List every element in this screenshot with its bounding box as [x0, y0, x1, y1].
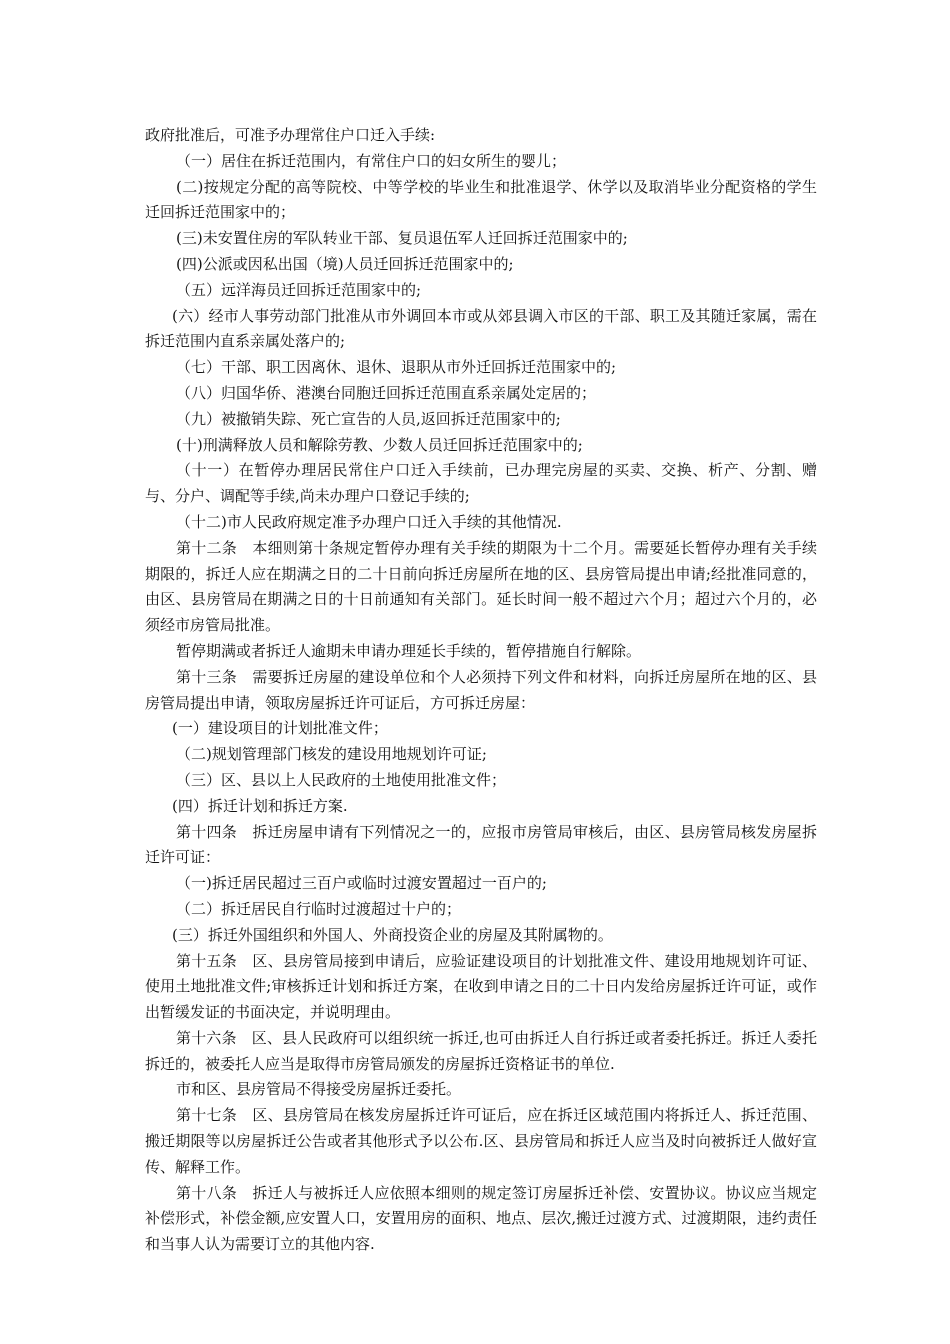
document-body [145, 123, 817, 1258]
list-item: （十一）在暂停办理居民常住户口迁入手续前，已办理完房屋的买卖、交换、析产、分割、赠与、分户、调配等手续,尚未办理户口登记手续的; [145, 461, 817, 506]
list-item: （一）居住在拆迁范围内，有常住户口的妇女所生的婴儿； [176, 151, 567, 170]
list-item: (四）拆迁计划和拆迁方案. [172, 796, 348, 815]
list-item: (三）拆迁外国组织和外国人、外商投资企业的房屋及其附属物的。 [172, 925, 613, 944]
list-item: （二）拆迁居民自行临时过渡超过十户的； [176, 899, 462, 918]
article-15: 第十五条 区、县房管局接到申请后，应验证建设项目的计划批准文件、建设用地规划许可证、使用土地批准文件;审核拆迁计划和拆迁方案，在收到申请之日的二十日内发给房屋拆迁许可证，或作出暂缓发证的书面决定，并说明理由。 [145, 951, 817, 1022]
list-item: （七）干部、职工因离休、退休、退职从市外迁回拆迁范围家中的; [176, 358, 617, 377]
list-item: （九）被撤销失踪、死亡宣告的人员,返回拆迁范围家中的; [176, 409, 561, 428]
list-item: （三）区、县以上人民政府的土地使用批准文件； [176, 770, 507, 789]
paragraph: 暂停期满或者拆迁人逾期未申请办理延长手续的，暂停措施自行解除。 [176, 641, 642, 660]
list-item: (一）建设项目的计划批准文件； [172, 719, 388, 738]
list-item: (三)未安置住房的军队转业干部、复员退伍军人迁回拆迁范围家中的; [176, 229, 628, 248]
article-13: 第十三条 需要拆迁房屋的建设单位和个人必须持下列文件和材料，向拆迁房屋所在地的区、县房管局提出申请，领取房屋拆迁许可证后，方可拆迁房屋： [145, 667, 817, 712]
article-16: 第十六条 区、县人民政府可以组织统一拆迁,也可由拆迁人自行拆迁或者委托拆迁。拆迁人委托拆迁的，被委托人应当是取得市房管局颁发的房屋拆迁资格证书的单位. [145, 1028, 817, 1073]
list-item: (四)公派或因私出国（境)人员迁回拆迁范围家中的; [176, 254, 514, 273]
list-item: （八）归国华侨、港澳台同胞迁回拆迁范围直系亲属处定居的； [176, 383, 597, 402]
list-item: (六）经市人事劳动部门批准从市外调回本市或从郊县调入市区的干部、职工及其随迁家属，需在拆迁范围内直系亲属处落户的; [145, 306, 817, 351]
list-item: （十二)市人民政府规定准予办理户口迁入手续的其他情况. [176, 512, 562, 531]
paragraph: 市和区、县房管局不得接受房屋拆迁委托。 [176, 1080, 462, 1099]
list-item: (十)刑满释放人员和解除劳教、少数人员迁回拆迁范围家中的; [176, 435, 583, 454]
paragraph: 政府批准后，可准予办理常住户口迁入手续: [145, 126, 436, 144]
list-item: （二)规划管理部门核发的建设用地规划许可证; [176, 745, 487, 764]
article-17: 第十七条 区、县房管局在核发房屋拆迁许可证后，应在拆迁区域范围内将拆迁人、拆迁范围、搬迁期限等以房屋拆迁公告或者其他形式予以公布.区、县房管局和拆迁人应当及时向被拆迁人做好宣传、解释工作。 [145, 1106, 817, 1176]
list-item: （五）远洋海员迁回拆迁范围家中的; [176, 280, 422, 299]
list-item: （一)拆迁居民超过三百户或临时过渡安置超过一百户的; [176, 874, 547, 893]
article-14: 第十四条 拆迁房屋申请有下列情况之一的，应报市房管局审核后，由区、县房管局核发房屋拆迁许可证： [145, 822, 817, 867]
article-18: 第十八条 拆迁人与被拆迁人应依照本细则的规定签订房屋拆迁补偿、安置协议。协议应当规定补偿形式，补偿金额,应安置人口，安置用房的面积、地点、层次,搬迁过渡方式、过渡期限，违约责任和当事人认为需要订立的其他内容. [145, 1183, 817, 1254]
article-12: 第十二条 本细则第十条规定暂停办理有关手续的期限为十二个月。需要延长暂停办理有关手续期限的，拆迁人应在期满之日的二十日前向拆迁房屋所在地的区、县房管局提出申请;经批准同意的，由区、县房管局在期满之日的十日前通知有关部门。延长时间一般不超过六个月；超过六个月的，必须经市房管局批准。 [145, 538, 817, 635]
list-item: (二)按规定分配的高等院校、中等学校的毕业生和批准退学、休学以及取消毕业分配资格的学生迁回拆迁范围家中的； [145, 177, 817, 222]
